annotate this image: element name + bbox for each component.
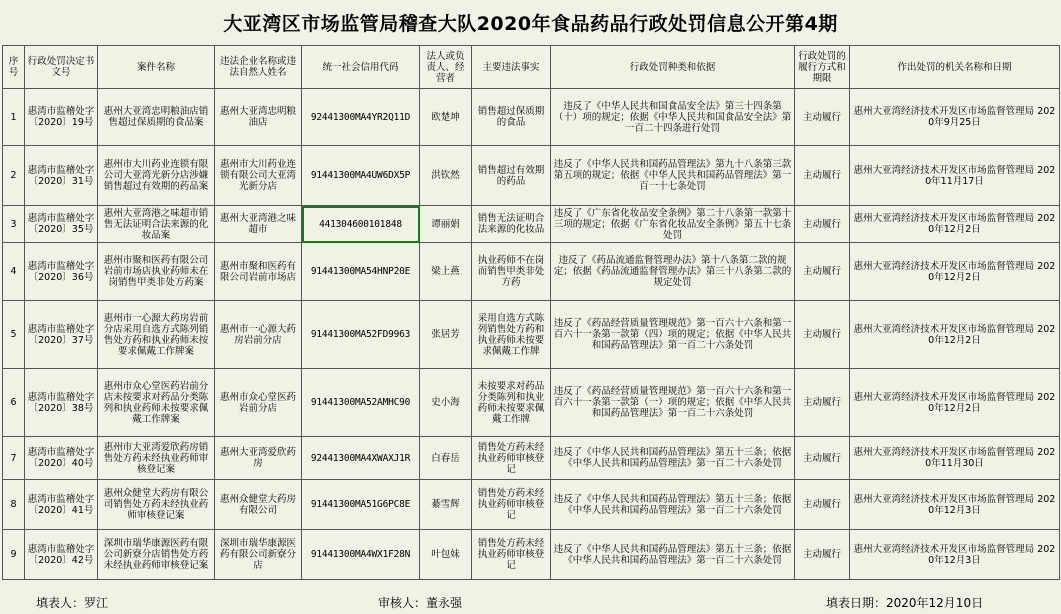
- header-cell: 主要违法事实: [472, 46, 551, 89]
- table-cell[interactable]: 主动履行: [795, 480, 850, 530]
- table-cell[interactable]: 1: [3, 89, 25, 146]
- table-cell[interactable]: 7: [3, 437, 25, 480]
- table-cell[interactable]: 主动履行: [795, 530, 850, 580]
- table-cell[interactable]: 主动履行: [795, 369, 850, 437]
- table-cell[interactable]: 销售超过有效期的药品: [472, 146, 551, 206]
- table-cell[interactable]: 惠湾市监稽处字〔2020〕41号: [25, 480, 98, 530]
- table-cell[interactable]: 91441300MA52AMHC90: [302, 369, 420, 437]
- table-cell[interactable]: 惠州市众心堂医药岩前分店: [215, 369, 302, 437]
- table-cell[interactable]: 惠州大亚湾港之味超市销售无法证明合法来源的化妆品案: [98, 206, 215, 243]
- header-cell: 作出处罚的机关名称和日期: [850, 46, 1060, 89]
- filler-label: 填表人：罗江: [36, 596, 109, 610]
- fill-date-label: 填表日期：2020年12月10日: [826, 596, 984, 610]
- table-cell[interactable]: 销售处方药未经执业药师审核登记: [472, 530, 551, 580]
- footer: [0, 588, 1061, 614]
- table-cell[interactable]: 91441300MA4WX1F28N: [302, 530, 420, 580]
- table-row: [3, 301, 1060, 369]
- table-cell[interactable]: 主动履行: [795, 89, 850, 146]
- header-cell: 行政处罚种类和依据: [551, 46, 795, 89]
- table-cell[interactable]: 惠湾市监稽处字〔2020〕19号: [25, 89, 98, 146]
- table-cell[interactable]: 8: [3, 480, 25, 530]
- table-cell[interactable]: 惠州大亚湾港之味超市: [215, 206, 302, 243]
- table-row: [3, 146, 1060, 206]
- table-cell[interactable]: 2: [3, 146, 25, 206]
- table-cell[interactable]: 违反了《中华人民共和国药品管理法》第五十三条；依据《中华人民共和国药品管理法》第一百二十六条处罚: [551, 530, 795, 580]
- table-cell[interactable]: 销售处方药未经执业药师审核登记: [472, 437, 551, 480]
- table-cell[interactable]: 叶包妹: [420, 530, 472, 580]
- table-cell[interactable]: 未按要求对药品分类陈列和执业药师未按要求佩戴工作牌: [472, 369, 551, 437]
- table-cell[interactable]: 主动履行: [795, 301, 850, 369]
- page-title: 大亚湾区市场监管局稽查大队2020年食品药品行政处罚信息公开第4期: [223, 13, 838, 35]
- table-cell[interactable]: 綦雪辉: [420, 480, 472, 530]
- table-cell[interactable]: 惠州市大川药业连锁有限公司大亚湾光新分店: [215, 146, 302, 206]
- table-cell[interactable]: 91441300MA51G6PC8E: [302, 480, 420, 530]
- table-cell[interactable]: 91441300MA54HNP20E: [302, 243, 420, 301]
- table-cell[interactable]: 惠湾市监稽处字〔2020〕42号: [25, 530, 98, 580]
- header-cell: 行政处罚决定书文号: [25, 46, 98, 89]
- header-cell: 法人或负责人、经营者: [420, 46, 472, 89]
- header-cell: 统一社会信用代码: [302, 46, 420, 89]
- table-cell[interactable]: 惠州大亚湾经济技术开发区市场监督管理局 2020年12月2日: [850, 369, 1060, 437]
- table-cell[interactable]: 惠州大亚湾经济技术开发区市场监督管理局 2020年12月2日: [850, 206, 1060, 243]
- table-cell[interactable]: 惠湾市监稽处字〔2020〕37号: [25, 301, 98, 369]
- table-cell[interactable]: 深圳市瑞华康源医药有限公司新寮分店销售处方药未经执业药师审核登记案: [98, 530, 215, 580]
- table-cell[interactable]: 违反了《药品经营质量管理规范》第一百六十六条和第一百六十一条第一款第（一）项的规定；依据《中华人民共和国药品管理法》第一百二十六条处罚: [551, 369, 795, 437]
- table-cell[interactable]: 惠州大亚湾经济技术开发区市场监督管理局 2020年12月3日: [850, 530, 1060, 580]
- table-cell[interactable]: 梁上燕: [420, 243, 472, 301]
- table-cell[interactable]: 6: [3, 369, 25, 437]
- table-cell[interactable]: 欧楚坤: [420, 89, 472, 146]
- table-cell[interactable]: 惠州大亚湾经济技术开发区市场监督管理局 2020年12月3日: [850, 480, 1060, 530]
- table-cell[interactable]: 惠州市一心源大药房岩前分店: [215, 301, 302, 369]
- table-cell[interactable]: 惠湾市监稽处字〔2020〕35号: [25, 206, 98, 243]
- table-cell[interactable]: 执业药师不在岗而销售甲类非处方药: [472, 243, 551, 301]
- table-cell[interactable]: 主动履行: [795, 437, 850, 480]
- table-cell[interactable]: 惠湾市监稽处字〔2020〕31号: [25, 146, 98, 206]
- header-cell: 序号: [3, 46, 25, 89]
- table-cell[interactable]: 违反了《中华人民共和国食品安全法》第三十四条第（十）项的规定；依据《中华人民共和国食品安全法》第一百二十四条进行处罚: [551, 89, 795, 146]
- table-cell[interactable]: 违反了《广东省化妆品安全条例》第二十八条第一款第十三项的规定；依据《广东省化妆品安全条例》第五十七条处罚: [551, 206, 795, 243]
- table-cell[interactable]: 白春岳: [420, 437, 472, 480]
- table-cell[interactable]: 惠州大亚湾爱欣药房: [215, 437, 302, 480]
- table-row: [3, 530, 1060, 580]
- table-cell[interactable]: 惠州大亚湾经济技术开发区市场监督管理局 2020年9月25日: [850, 89, 1060, 146]
- table-cell[interactable]: 3: [3, 206, 25, 243]
- table-row: [3, 437, 1060, 480]
- table-row: [3, 369, 1060, 437]
- table-cell[interactable]: 违反了《中华人民共和国药品管理法》第五十三条；依据《中华人民共和国药品管理法》第一百二十六条处罚: [551, 480, 795, 530]
- reviewer-label: 审核人：董永强: [378, 596, 463, 610]
- table-cell[interactable]: 销售超过保质期的食品: [472, 89, 551, 146]
- table-cell[interactable]: 惠州大亚湾忠明粮油店: [215, 89, 302, 146]
- table-row: [3, 89, 1060, 146]
- table-cell[interactable]: 洪钦然: [420, 146, 472, 206]
- table-cell[interactable]: 4: [3, 243, 25, 301]
- table-row: [3, 480, 1060, 530]
- table-cell[interactable]: 惠湾市监稽处字〔2020〕38号: [25, 369, 98, 437]
- table-cell[interactable]: 惠湾市监稽处字〔2020〕36号: [25, 243, 98, 301]
- table-cell[interactable]: 惠州市一心源大药房岩前分店采用自选方式陈列销售处方药和执业药师未按要求佩戴工作牌案: [98, 301, 215, 369]
- table-cell[interactable]: 惠州市聚和医药有限公司岩前市场店: [215, 243, 302, 301]
- header-cell: 违法企业名称或违法自然人姓名: [215, 46, 302, 89]
- table-cell[interactable]: 91441300MA4UW6DX5P: [302, 146, 420, 206]
- table-cell[interactable]: 违反了《中华人民共和国药品管理法》第九十八条第三款第五项的规定；依据《中华人民共和国药品管理法》第一百一十七条处罚: [551, 146, 795, 206]
- table-cell[interactable]: 主动履行: [795, 243, 850, 301]
- table-cell[interactable]: 主动履行: [795, 146, 850, 206]
- table-cell[interactable]: 惠州市大川药业连锁有限公司大亚湾光新分店涉嫌销售超过有效期的药品案: [98, 146, 215, 206]
- table-cell[interactable]: 9: [3, 530, 25, 580]
- table-cell[interactable]: 销售处方药未经执业药师审核登记: [472, 480, 551, 530]
- table-cell[interactable]: 惠州众健堂大药房有限公司销售处方药未经执业药师审核登记案: [98, 480, 215, 530]
- table-cell[interactable]: 惠州市大亚湾爱欣药房销售处方药未经执业药师审核登记案: [98, 437, 215, 480]
- header-row: [3, 46, 1060, 89]
- table-cell[interactable]: 惠州大亚湾经济技术开发区市场监督管理局 2020年12月2日: [850, 301, 1060, 369]
- table-cell[interactable]: 5: [3, 301, 25, 369]
- table-cell[interactable]: 销售无法证明合法来源的化妆品: [472, 206, 551, 243]
- table-cell[interactable]: 惠湾市监稽处字〔2020〕40号: [25, 437, 98, 480]
- table-row: [3, 243, 1060, 301]
- table-cell[interactable]: 违反了《中华人民共和国药品管理法》第五十三条；依据《中华人民共和国药品管理法》第一百二十六条处罚: [551, 437, 795, 480]
- table-row: [3, 206, 1060, 243]
- table-cell[interactable]: 92441300MA4XWAXJ1R: [302, 437, 420, 480]
- table-cell[interactable]: 主动履行: [795, 206, 850, 243]
- header-cell: 行政处罚的履行方式和期限: [795, 46, 850, 89]
- table-cell[interactable]: 惠州大亚湾经济技术开发区市场监督管理局 2020年11月30日: [850, 437, 1060, 480]
- table-cell[interactable]: 惠州大亚湾经济技术开发区市场监督管理局 2020年11月17日: [850, 146, 1060, 206]
- table-cell[interactable]: 违反了《药品流通监督管理办法》第十八条第二款的规定；依据《药品流通监督管理办法》第三十八条第二款的规定处罚: [551, 243, 795, 301]
- table-cell[interactable]: 采用自选方式陈列销售处方药和执业药师未按要求佩戴工作牌: [472, 301, 551, 369]
- penalty-table: [2, 45, 1060, 580]
- table-cell[interactable]: 惠州大亚湾经济技术开发区市场监督管理局 2020年12月2日: [850, 243, 1060, 301]
- table-cell[interactable]: 91441300MA52FD9963: [302, 301, 420, 369]
- table-cell[interactable]: 张居芳: [420, 301, 472, 369]
- table-cell[interactable]: 惠州市聚和医药有限公司岩前市场店执业药师未在岗销售甲类非处方药案: [98, 243, 215, 301]
- table-cell[interactable]: 92441300MA4YR2Q11D: [302, 89, 420, 146]
- table-cell[interactable]: 惠州大亚湾忠明粮油店销售超过保质期的食品案: [98, 89, 215, 146]
- table-cell[interactable]: 谭丽娟: [420, 206, 472, 243]
- table-cell[interactable]: 惠州众健堂大药房有限公司: [215, 480, 302, 530]
- table-cell[interactable]: 惠州市众心堂医药岩前分店未按要求对药品分类陈列和执业药师未按要求佩戴工作牌案: [98, 369, 215, 437]
- table-cell[interactable]: 深圳市瑞华康源医药有限公司新寮分店: [215, 530, 302, 580]
- table-cell[interactable]: 史小海: [420, 369, 472, 437]
- table-cell[interactable]: 违反了《药品经营质量管理规范》第一百六十六条和第一百六十一条第一款第（四）项的规定；依据《中华人民共和国药品管理法》第一百二十六条处罚: [551, 301, 795, 369]
- table-cell[interactable]: 441304600101848: [302, 206, 420, 243]
- header-cell: 案件名称: [98, 46, 215, 89]
